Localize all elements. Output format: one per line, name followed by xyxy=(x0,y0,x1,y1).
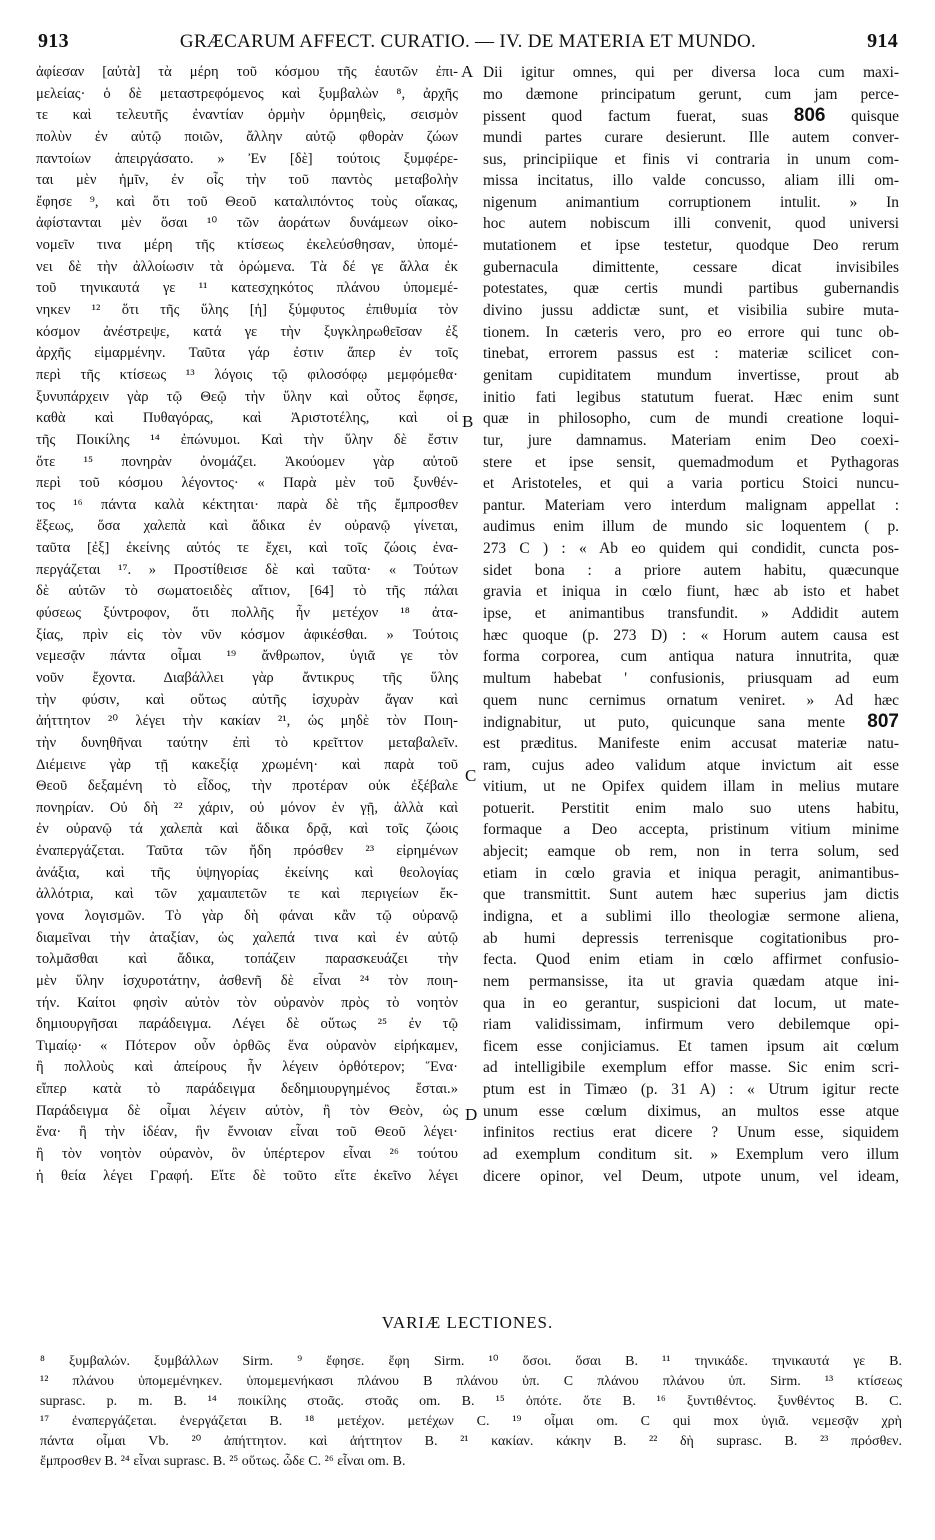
right-column-number: 914 xyxy=(867,30,898,52)
latin-line: riam validissimam, infirmum vero debilemque opi- xyxy=(483,1016,899,1034)
latin-line: nigenum animantium corruptionem intulit. » In xyxy=(483,193,899,211)
latin-line: etiam in cœlo gravia et iniqua peragit, animantibus- xyxy=(483,864,899,882)
greek-line: δημιουργῆσαι παράδειγμα. Λέγει δὲ οὕτως ²⁵ ἐν τῷ xyxy=(36,1016,458,1033)
greek-line: πολὺν ἐν αὐτῷ ποιῶν, ἄλλην αὐτῷ φθορὰν ζώων xyxy=(36,128,458,145)
latin-line: ficem esse conjiciamus. Et tamen ipsum ait cœlum xyxy=(483,1037,899,1055)
column-number-marker: 807 xyxy=(867,711,899,733)
latin-line: formaque a Deo accepta, pristinum vitium minime xyxy=(483,821,899,839)
greek-line: Τιμαίῳ· « Πότερον οὖν ὀρθῶς ἕνα οὐρανὸν εἰρήκαμεν, xyxy=(36,1037,458,1054)
greek-line: νει δὲ τὴν ἀλλοίωσιν τὰ ὁρώμενα. Τὰ δέ γε ἄλλα ἐκ xyxy=(36,258,458,275)
greek-line: ἀλλότρια, καὶ τῶν χαμαιπετῶν τε καὶ περιγείων ἔκ- xyxy=(36,886,458,903)
latin-line: infinitos rectius erat dicere ? Unum esse, siquidem xyxy=(483,1124,899,1142)
latin-line: mo dæmone principatum gerunt, cum jam perce- xyxy=(483,85,899,103)
greek-line: περὶ τῆς κτίσεως ¹³ λόγοις τῷ φιλοσόφῳ μεμφόμεθα· xyxy=(36,366,458,383)
greek-line: φύσεως ξύντροφον, ὅτι πολλῆς ἦν μετέχον ¹⁸ ἀτα- xyxy=(36,605,458,622)
notes-line: ¹⁷ ἐναπεργάζεται. ἐνεργάζεται B. ¹⁸ μετέχον. μετέχων C. ¹⁹ οἶμαι om. C qui mox ὑγιᾶ. νεμεσᾷν χρὴ xyxy=(40,1414,902,1429)
greek-line: τὴν δυνηθῆναι ταύτην ἐπὶ τὸ κρεῖττον μεταβαλεῖν. xyxy=(36,734,458,751)
notes-line: πάντα οἶμαι Vb. ²⁰ ἀπήττητον. καὶ ἀήττητον B. ²¹ κακίαν. κάκην B. ²² δὴ suprasc. B. ²³ πρόσθεν. xyxy=(40,1434,902,1449)
greek-line: ἀνάξια, καὶ τῆς ὑψηγορίας ἐκείνης καὶ θεολογίας xyxy=(36,864,458,881)
latin-line: unum esse cœlum diximus, an multos esse atque xyxy=(483,1102,899,1120)
latin-line: pantur. Materiam vero interdum malignam appellat : xyxy=(483,496,899,514)
latin-line: gubernacula dimittente, cessare dicat invisibiles xyxy=(483,258,899,276)
latin-line: ipse, et animantibus transfundit. » Addidit autem xyxy=(483,605,899,623)
page-header xyxy=(38,30,898,58)
latin-line: sidet bona : a priore autem habitu, quæcunque xyxy=(483,561,899,579)
latin-line: initio fati legibus statutum fuerat. Hæc enim sunt xyxy=(483,388,899,406)
latin-line: tionem. In cæteris vero, pro eo errore qui tunc ob- xyxy=(483,323,899,341)
latin-line: quæ in philosopho, cum de mundi creatione loqui- xyxy=(483,410,899,428)
latin-line: et Aristoteles, et qui a varia porticu Stoici nuncu- xyxy=(483,475,899,493)
greek-line: ἡ θεία λέγει Γραφή. Εἴτε δὲ τοῦτο εἴτε ἐκεῖνο λέγει xyxy=(36,1167,458,1184)
greek-text-column xyxy=(36,62,458,1187)
left-column-number: 913 xyxy=(38,30,69,52)
latin-line: ab humi depressis terrenisque cogitationibus pro- xyxy=(483,929,899,947)
greek-line: περγάζεται ¹⁷. » Προστίθεισε δὲ καὶ ταῦτα· « Τούτων xyxy=(36,561,458,578)
running-title: GRÆCARUM AFFECT. CURATIO. — IV. DE MATERIA ET MUNDO. xyxy=(179,31,757,52)
latin-line: tinebat, errorem passus est : materiæ scilicet con- xyxy=(483,345,899,363)
latin-line: sus, principiique et finis vi contraria in unum com- xyxy=(483,150,899,168)
latin-line: audimus enim illum de mundo sic loquentem ( p. xyxy=(483,518,899,536)
latin-line: indignabitur, ut puto, quicunque sana mente 807 xyxy=(483,711,899,733)
greek-line: μελείας· ὁ δὲ μεταστρεφόμενος καὶ ξυμβαλὼν ⁸, ἀρχῆς xyxy=(36,85,458,102)
latin-line: ad intelligibile exemplum effor masse. Sic enim scri- xyxy=(483,1059,899,1077)
section-marker-c: C xyxy=(465,766,477,785)
latin-line: forma corporea, cum antiqua natura innutrita, quæ xyxy=(483,648,899,666)
greek-line: ἐν οὐρανῷ τά χαλεπὰ καὶ ἄδικα δρᾷ, καὶ τοῖς ζώοις xyxy=(36,821,458,838)
latin-line: dicere opinor, vel Deum, utpote unum, vel ideam, xyxy=(483,1167,899,1185)
latin-line: stere et ipse sensit, quemadmodum et Pythagoras xyxy=(483,453,899,471)
greek-line: ἐναπεργάζεται. Ταῦτα τῶν ἤδη πρόσθεν ²³ εἰρημένων xyxy=(36,843,458,860)
notes-line: ἔμπροσθεν B. ²⁴ εἶναι suprasc. B. ²⁵ οὕτως. ὧδε C. ²⁶ εἶναι om. B. xyxy=(40,1454,406,1469)
greek-line: νεμεσᾷν πάντα οἶμαι ¹⁹ ἄνθρωπον, ὑγιᾶ γε τὸν xyxy=(36,648,458,665)
latin-line: pissent quod factum fuerat, suas 806 quisque xyxy=(483,105,899,127)
latin-line: qua in eo gerantur, suspicioni dat locum, ut mate- xyxy=(483,994,899,1012)
latin-line: fecta. Quod enim etiam in cœlo affirmet confusio- xyxy=(483,951,899,969)
latin-line: ram, cujus adeo validum atque invictum ait esse xyxy=(483,756,899,774)
latin-line: vitium, ut ne Opifex quidem illam in melius mutare xyxy=(483,778,899,796)
latin-text-column xyxy=(483,62,899,1187)
variant-readings-notes xyxy=(40,1352,902,1472)
latin-line: hoc autem nobiscum illi convenit, quod universi xyxy=(483,215,899,233)
latin-line: divino jussu addictæ sunt, et visibilia subire muta- xyxy=(483,302,899,320)
greek-line: ἕξεως, ὅσα χαλεπὰ καὶ ἄδικα ἐν οὐρανῷ γίνεται, xyxy=(36,518,458,535)
greek-line: τῆς Ποικίλης ¹⁴ ἐπώνυμοι. Καὶ τὴν ὕλην δὲ ἔστιν xyxy=(36,431,458,448)
greek-line: τολμᾶσθαι καὶ ἄδικα, τοπάζειν παρασκευάζει τὴν xyxy=(36,951,458,968)
greek-line: ἢ τὸν νοητὸν οὐρανὸν, ὃν ὑπέρτερον εἶναι ²⁶ τούτου xyxy=(36,1146,458,1163)
section-marker-b: B xyxy=(462,412,474,431)
greek-line: ται μὲν ἡμῖν, ἐν οἷς τὴν τοῦ παντὸς μεταβολὴν xyxy=(36,172,458,189)
greek-line: Θεοῦ δεξαμένη τὸ εἶδος, τὴν προτέραν οὐκ ἐξέβαλε xyxy=(36,778,458,795)
greek-line: ἀφίστανται μὲν ὅσαι ¹⁰ τῶν ἀοράτων δυνάμεων οἰκο- xyxy=(36,215,458,232)
greek-line: ἢ πολλοὺς καὶ ἀπείρους ἦν λέγειν ὀρθότερον; Ἕνα· xyxy=(36,1059,458,1076)
latin-line: potestates, quæ certis mundi partibus gubernandis xyxy=(483,280,899,298)
greek-line: μὲν ὕλην ἰσχυροτάτην, ἀσθενῆ δὲ εἶναι ²⁴ τὸν ποιη- xyxy=(36,972,458,989)
greek-line: ἕνα· ἢ τὴν ἰδέαν, ἣν ἔννοιαν εἶναι τοῦ Θεοῦ λέγει· xyxy=(36,1124,458,1141)
latin-line: missa incitatus, illo valde concusso, aliam illi om- xyxy=(483,172,899,190)
latin-line: multum habebat ' confusionis, priusquam ad eum xyxy=(483,669,899,687)
section-marker-d: D xyxy=(465,1105,478,1124)
latin-line: est præditus. Manifeste enim accusat materiæ natu- xyxy=(483,734,899,752)
latin-line: ad exemplum conditum sit. » Exemplum vero illum xyxy=(483,1146,899,1164)
latin-line: genitam cupiditatem mundum invertisse, prout ab xyxy=(483,366,899,384)
greek-line: τος ¹⁶ πάντα καλὰ κέκτηται· παρὰ δὲ τῆς ἔμπροσθεν xyxy=(36,496,458,513)
latin-line: tur, jure damnamus. Materiam enim Deo coexi- xyxy=(483,431,899,449)
column-number-marker: 806 xyxy=(793,105,826,127)
greek-line: πονηρίαν. Οὐ δὴ ²² χάριν, οὐ μόνον ἐν γῇ, ἀλλὰ καὶ xyxy=(36,799,458,816)
variae-lectiones-title: VARIÆ LECTIONES. xyxy=(381,1313,554,1332)
greek-line: τήν. Καίτοι φησὶν αὐτὸν τὸν οὐρανὸν πρὸς τὸ νοητὸν xyxy=(36,994,458,1011)
latin-line: indigna, et a sublimi illo theologiæ sermone aliena, xyxy=(483,907,899,925)
greek-line: νηκεν ¹² ὅτι τῆς ὕλης [ἡ] ξύμφυτος ἐπιθυμία τὸν xyxy=(36,302,458,319)
latin-line: hæc quoque (p. 273 D) : « Horum autem causa est xyxy=(483,626,899,644)
greek-line: παντοίων ἀπειργάσατο. » Ἐν [δὲ] τούτοις ξυμφέρε- xyxy=(36,150,458,167)
latin-line: ptum est in Timæo (p. 31 A) : « Utrum igitur recte xyxy=(483,1081,899,1099)
notes-line: ⁸ ξυμβαλών. ξυμβάλλων Sirm. ⁹ ἔφησε. ἔφη Sirm. ¹⁰ ὅσοι. ὅσαι B. ¹¹ τηνικάδε. τηνικαυτά γε B. xyxy=(40,1354,902,1369)
notes-line: ¹² πλάνου ὑπομεμένηκεν. ὑπομεμενήκασι πλάνου B πλάνου ὑπ. C πλάνου πλάνου ὑπ. Sirm. ¹³ κτίσεως xyxy=(40,1374,902,1389)
greek-line: ἀφίεσαν [αὐτὰ] τὰ μέρη τοῦ κόσμου τῆς ἑαυτῶν ἐπι- xyxy=(36,64,458,80)
greek-line: ξίας, πρὶν εἰς τὸν νῦν κόσμον ἀφικέσθαι. » Τούτοις xyxy=(36,626,458,643)
greek-line: Διέμεινε γὰρ τῇ κακεξίᾳ χρωμένη· καὶ παρὰ τοῦ xyxy=(36,756,458,773)
latin-line: mutationem et ipse testetur, quodque Deo rerum xyxy=(483,237,899,255)
greek-line: ἔφησε ⁹, καὶ ὅτι τοῦ Θεοῦ καταλιπόντος τοὺς οἴακας, xyxy=(36,193,458,210)
greek-line: ἀήττητον ²⁰ λέγει τὴν κακίαν ²¹, ὡς μηδὲ τὸν Ποιη- xyxy=(36,713,458,730)
greek-line: Παράδειγμα δὲ οἶμαι λέγειν αὐτὸν, ἢ τὸν Θεὸν, ὡς xyxy=(36,1102,458,1119)
latin-line: potuerit. Perstitit enim malo suo utens habitu, xyxy=(483,799,899,817)
greek-line: ἀρχῆς εἱμαρμένην. Ταῦτα γάρ ἐστιν ἅπερ ἐν τοῖς xyxy=(36,345,458,362)
greek-line: ξυνυπάρχειν γὰρ τῷ Θεῷ τὴν ὕλην καὶ οὗτος ἔφησε, xyxy=(36,388,458,405)
latin-line: que transmittit. Sunt autem hæc superius jam dictis xyxy=(483,886,899,904)
greek-line: νοῦν ἔχοντα. Διαβάλλει γὰρ ἄντικρυς τῆς ὕλης xyxy=(36,669,458,686)
greek-line: εἴπερ κατὰ τὸ παράδειγμα δεδημιουργημένος ἔσται.» xyxy=(36,1081,458,1098)
latin-line: gravia et iniqua in cœlo fiunt, hæc ab isto et habet xyxy=(483,583,899,601)
greek-line: καθὰ καὶ Πυθαγόρας, καὶ Ἀριστοτέλης, καὶ οἱ xyxy=(36,410,458,427)
greek-line: τε καὶ τελευτῆς ἐναντίαν ὁρμὴν ὁρμηθεὶς, σεισμὸν xyxy=(36,107,458,124)
notes-line: suprasc. p. m. B. ¹⁴ ποικίλης στοᾶς. στοᾶς om. B. ¹⁵ ὁπότε. ὅτε B. ¹⁶ ξυντιθέντος. ξυνθέντος B. C. xyxy=(40,1394,902,1409)
greek-line: κόσμον ἀνέστρεψε, κατά γε τὴν ξυγκληρωθεῖσαν ἐξ xyxy=(36,323,458,340)
greek-line: νομεῖν τινα μέρη τῆς κτίσεως ἐκελεύσθησαν, ὑπομέ- xyxy=(36,237,458,254)
greek-line: τὴν φύσιν, καὶ οὕτως αὐτῆς ἰσχυρὰν ἄγαν καὶ xyxy=(36,691,458,708)
greek-line: διαμεῖναι τὴν ἀταξίαν, ὡς χαλεπά τινα καὶ ἐν αὐτῷ xyxy=(36,929,458,946)
section-marker-a: A xyxy=(461,62,474,81)
greek-line: δὲ αὐτῶν τὸ σωματοειδὲς αἴτιον, [64] τὸ τῆς πάλαι xyxy=(36,583,458,600)
greek-line: ταῦτα [ἐξ] ἐκείνης αὐτός τε ἔχει, καὶ τοῖς ζώοις ἐνα- xyxy=(36,540,458,557)
latin-line: quem nunc cernimus ornatum veniret. » Ad hæc xyxy=(483,691,899,709)
greek-line: γονα λογισμῶν. Τὸ γὰρ δὴ φάναι κἂν τῷ οὐρανῷ xyxy=(36,907,458,924)
latin-line: 273 C ) : « Ab eo quidem qui condidit, cuncta pos- xyxy=(483,540,899,558)
latin-line: nem permansisse, ita ut gravia quædam atque ini- xyxy=(483,972,899,990)
greek-line: τοῦ τηνικαυτά γε ¹¹ κατεσχηκότος πλάνου ὑπομεμέ- xyxy=(36,280,458,297)
latin-line: mundi partes curare desierunt. Ille autem conver- xyxy=(483,128,899,146)
latin-line: abjecit; eamque ob rem, non in terra solum, sed xyxy=(483,843,899,861)
latin-line: Dii igitur omnes, qui per diversa loca cum maxi- xyxy=(483,64,899,81)
greek-line: περὶ τοῦ κόσμου λέγοντος· « Παρὰ μὲν τοῦ ξυνθέν- xyxy=(36,475,458,492)
greek-line: ὅτε ¹⁵ πονηρὰν ὀνομάζει. Ἀκούομεν γὰρ αὐτοῦ xyxy=(36,453,458,470)
